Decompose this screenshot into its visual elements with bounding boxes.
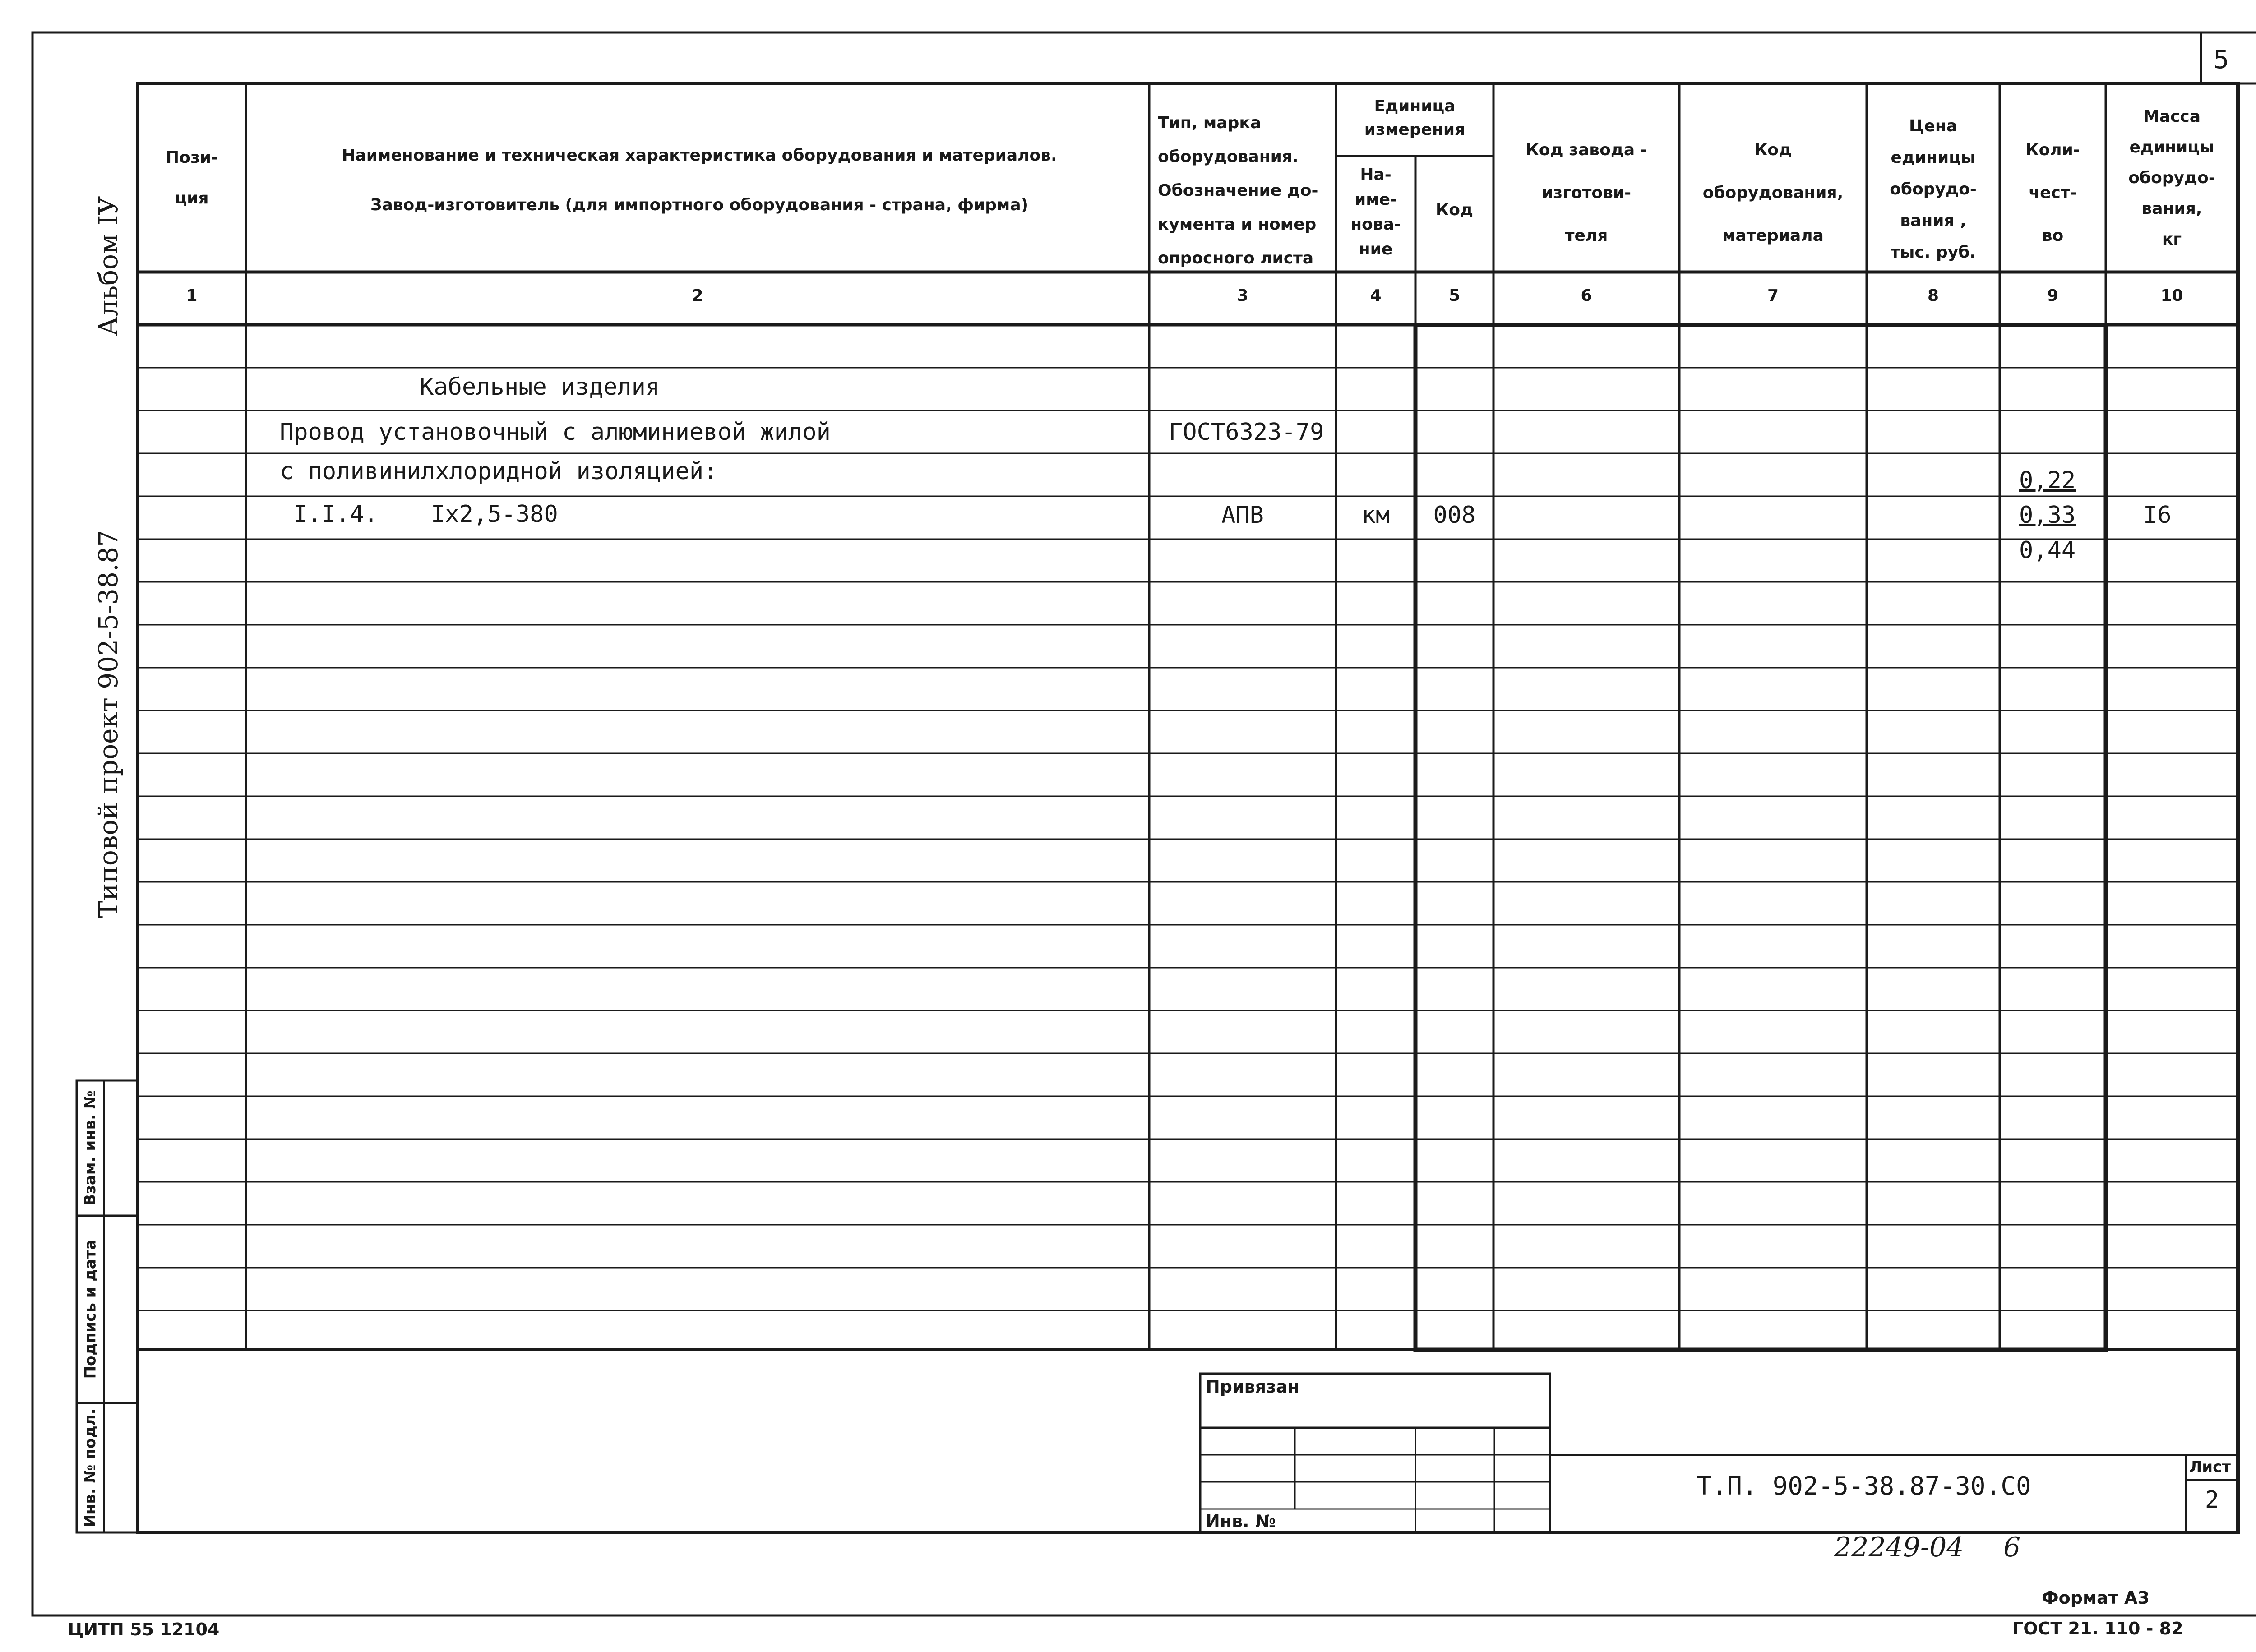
- item-unit: км: [1361, 502, 1390, 529]
- footer-format: Формат А3: [2042, 1588, 2150, 1608]
- list-label: Лист: [2189, 1458, 2231, 1476]
- privyazan-label: Привязан: [1206, 1377, 1300, 1397]
- colnum-9: 9: [2047, 286, 2059, 305]
- colnum-4: 4: [1370, 286, 1382, 305]
- header-unit-group: Единица измерения: [1364, 97, 1465, 139]
- header-col8: Цена единицы оборудо- вания , тыс. руб.: [1890, 117, 1977, 262]
- colnum-5: 5: [1448, 286, 1461, 305]
- doc-code: Т.П. 902-5-38.87-30.С0: [1697, 1472, 2031, 1501]
- item-unit-code: 008: [1433, 502, 1476, 529]
- colnum-3: 3: [1237, 286, 1248, 305]
- qty-mid: 0,33: [2019, 502, 2076, 529]
- sheet-number: 5: [2213, 45, 2229, 74]
- item-name-line2: с поливинилхлоридной изоляцией:: [280, 458, 718, 485]
- item-name-line1: Провод установочный с алюминиевой жилой: [280, 419, 831, 446]
- project-label: Типовой проект 902-5-38.87: [93, 530, 124, 918]
- header-col2: Наименование и техническая характеристика оборудования и материалов. Завод-изготовитель (для импортного оборудования - страна, фирма): [342, 146, 1057, 214]
- colnum-6: 6: [1581, 286, 1592, 305]
- stamp-swap-inv: Взам. инв. №: [81, 1090, 99, 1206]
- list-number: 2: [2205, 1486, 2219, 1514]
- qty-bottom: 0,44: [2019, 537, 2076, 564]
- header-col6: Код завода - изготови- теля: [1526, 141, 1647, 245]
- footer-left-code: ЦИТП 55 12104: [68, 1620, 220, 1639]
- header-col10: Масса единицы оборудо- вания, кг: [2128, 107, 2215, 249]
- header-col4: На- име- нова- ние: [1350, 166, 1401, 258]
- section-title: Кабельные изделия: [420, 374, 660, 401]
- bold-block-cols-5-9: [1415, 325, 2106, 1350]
- header-col7: Код оборудования, материала: [1702, 141, 1844, 245]
- handwritten-number: 22249-04: [1834, 1532, 1964, 1563]
- handwritten-page: 6: [2003, 1532, 2021, 1563]
- colnum-10: 10: [2160, 286, 2183, 305]
- qty-top: 0,22: [2019, 467, 2076, 494]
- stamp-sign-date: Подпись и дата: [81, 1239, 100, 1379]
- item-doc: ГОСТ6323-79: [1169, 419, 1324, 446]
- item-mass: I6: [2143, 502, 2172, 529]
- inv-no-label: Инв. №: [1206, 1511, 1276, 1531]
- item-type: АПВ: [1221, 502, 1264, 529]
- item-position: I.I.4.: [293, 501, 378, 528]
- stamp-orig-inv: Инв. № подл.: [81, 1408, 99, 1527]
- colnum-1: 1: [186, 286, 198, 305]
- outer-frame: [32, 32, 2256, 1615]
- item-spec: Iх2,5-380: [431, 501, 558, 528]
- colnum-8: 8: [1927, 286, 1939, 305]
- header-col5: Код: [1435, 201, 1474, 219]
- album-label: Альбом IУ: [93, 196, 124, 337]
- header-col3: Тип, марка оборудования. Обозначение до- кумента и номер опросного листа: [1158, 114, 1318, 268]
- footer-gost: ГОСТ 21. 110 - 82: [2012, 1619, 2183, 1638]
- colnum-7: 7: [1767, 286, 1779, 305]
- header-col9: Коли- чест- во: [2025, 141, 2080, 245]
- colnum-2: 2: [692, 286, 703, 305]
- header-col1: Пози- ция: [166, 148, 218, 208]
